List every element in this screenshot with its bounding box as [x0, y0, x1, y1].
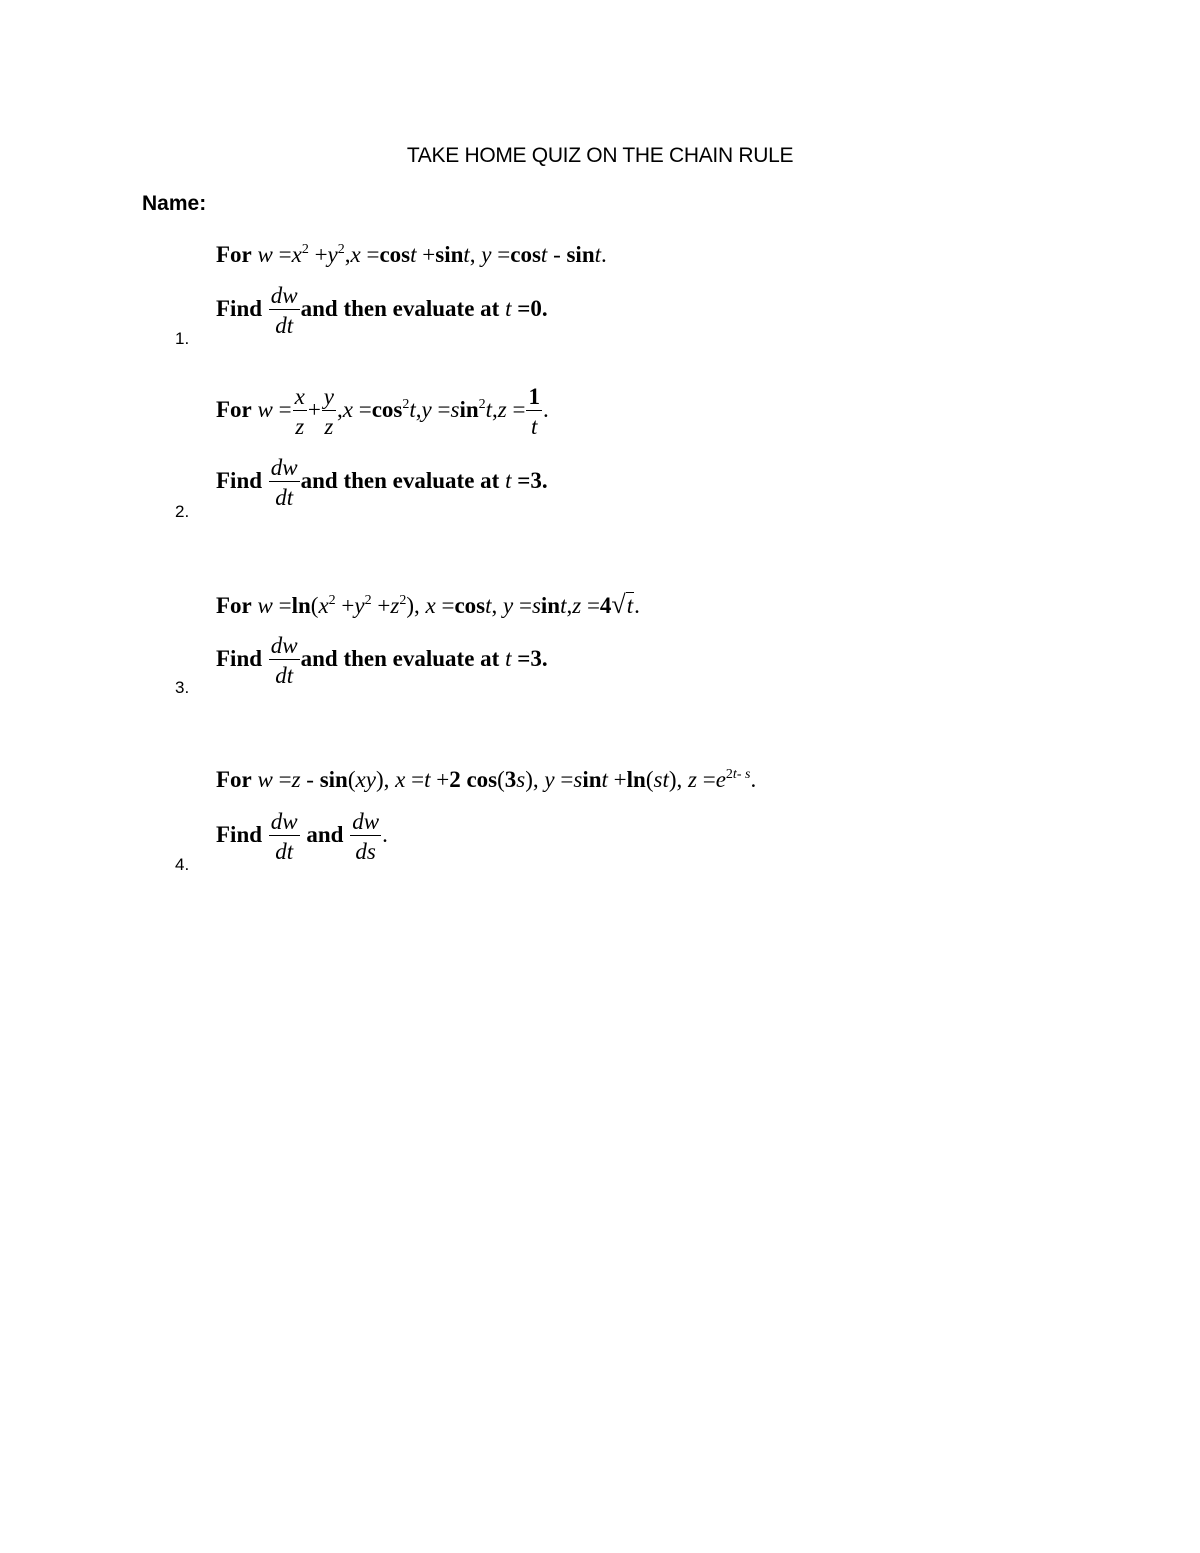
problem-1-number: 1. — [175, 329, 190, 348]
problem-2-task: Find $\frac{dw}{dt}$ and then evaluate at t =3. — [216, 455, 548, 510]
problem-1-task: Find $\frac{dw}{dt}$ and then evaluate at t =0. — [216, 283, 548, 338]
derivative-dw-dt: $\frac{dw}{dt}$ — [270, 633, 298, 688]
square-root: √t — [611, 590, 634, 619]
problem-3-statement: For $w =\ln(x^2 +y^2 +z^2)$, x =cost, y =sint,z =4√t. — [216, 590, 640, 619]
problem-3-task: Find $\frac{dw}{dt}$ and then evaluate at t =3. — [216, 633, 548, 688]
problem-2-number: 2. — [175, 502, 190, 521]
page-title: TAKE HOME QUIZ ON THE CHAIN RULE — [406, 144, 794, 167]
derivative-dw-dt: $\frac{dw}{dt}$ — [270, 455, 298, 510]
problem-2-statement: For w = $\frac{x}{z}$ + $\frac{y}{z}$ $,x =\cos^2t,y =\sin^2t,z$ = $\frac{1}{t}$ . — [216, 384, 549, 439]
problem-4-number: 4. — [175, 855, 190, 874]
derivative-dw-dt: $\frac{dw}{dt}$ — [270, 283, 298, 338]
problem-4-task: Find $\frac{dw}{dt}$ and $\frac{dw}{ds}$ . — [216, 809, 388, 864]
name-label: Name: — [142, 192, 207, 215]
derivative-dw-dt: $\frac{dw}{dt}$ — [270, 809, 298, 864]
problem-4-statement: For w =z - sin(xy), x =t +2 cos(3s), y =sint +ln(st), $z =e^{2t- s}$. — [216, 767, 757, 792]
derivative-dw-ds: $\frac{dw}{ds}$ — [352, 809, 380, 864]
problem-1-statement: For $w =x^2 +y^2,x =\cos t +\sin t$, y =cost - sint. — [216, 242, 607, 267]
problem-3-number: 3. — [175, 678, 190, 697]
